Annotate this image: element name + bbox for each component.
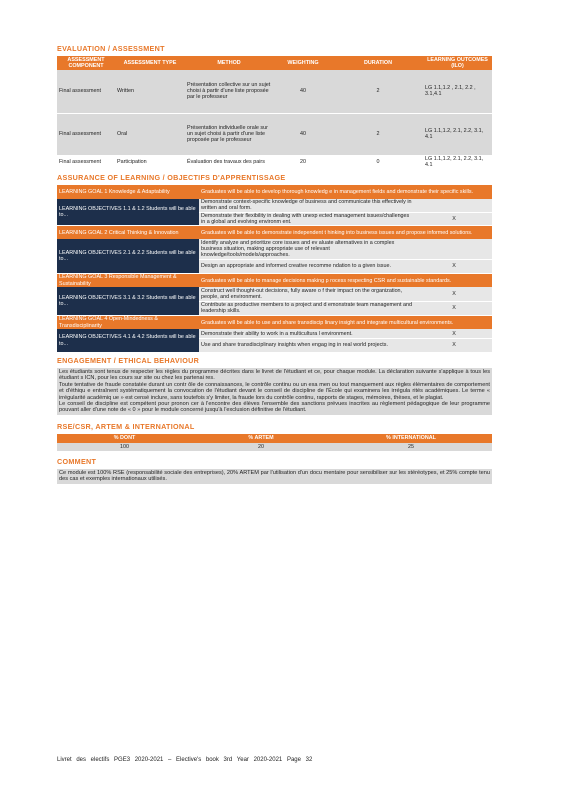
goal-label: LEARNING GOAL 2 Critical Thinking & Innovation [57, 225, 199, 239]
header-type: ASSESSMENT TYPE [115, 56, 185, 70]
objective-row [57, 287, 492, 301]
goal-row [57, 315, 492, 329]
goal-label: LEARNING GOAL 3 Responsible Management & Sustainability [57, 273, 199, 287]
ilo-cell: LG 1.1,1.2 , 2.1, 2.2 , 3.1,4.1 [423, 70, 492, 113]
weighting-cell: 40 [273, 70, 333, 113]
method-cell: Présentation collective sur un sujet choisi à partir d'une liste proposée par le professeur [185, 70, 273, 113]
objective-mark: X [416, 287, 492, 301]
rse-table [57, 434, 492, 451]
component-cell: Final assessment [57, 113, 115, 155]
evaluation-row [57, 155, 492, 169]
method-cell: Présentation individuelle orale sur un sujet choisi à partir d'une liste proposée par le professeur [185, 113, 273, 155]
objectives-label: LEARNING OBJECTIVES 2.1 & 2.2 Students will be able to... [57, 239, 199, 273]
goal-description: Graduates will be able to use and share transdiscip linary insight and integrate multicultural environments. [199, 315, 492, 329]
goal-label: LEARNING GOAL 1 Knowledge & Adaptability [57, 185, 199, 199]
objective-text: Identify analyze and prioritize core issues and ev aluate alternatives in a complex business situation, making appropriate use of relevant knowledge/tools/models/approaches. [199, 239, 416, 259]
engagement-paragraph: Les étudiants sont tenus de respecter les règles du programme décrites dans le livret de l'étudiant et ce, pour chaque module. La déclaration suivante s'applique à tous les étudiant s ICN, pour les cours sur site ou chez les partenai res. [59, 368, 490, 382]
evaluation-header-row [57, 56, 492, 70]
component-cell: Final assessment [57, 155, 115, 169]
rse-header-artem: % ARTEM [192, 434, 330, 443]
objective-row [57, 329, 492, 338]
type-cell: Participation [115, 155, 185, 169]
engagement-paragraph: Le conseil de discipline est compétent pour pronon cer à l'encontre des élèves l'ensemble des sanctions prévues inscrites au règlement pédagogique de leur programme pouvant aller d'une note de « 0 » pour le module concerné jusqu'à l'exclusion définitive de l'étudiant. [59, 400, 490, 414]
rse-title: RSE/CSR, ARTEM & INTERNATIONAL [57, 421, 195, 431]
objective-mark: X [416, 338, 492, 352]
objective-mark [416, 239, 492, 259]
objective-row [57, 199, 492, 212]
objective-mark: X [416, 329, 492, 338]
rse-header-international: % INTERNATIONAL [330, 434, 492, 443]
type-cell: Written [115, 70, 185, 113]
objective-text: Design an appropriate and informed creative recomme ndation to a given issue. [199, 259, 416, 273]
objective-mark: X [416, 259, 492, 273]
goal-row [57, 225, 492, 239]
duration-cell: 2 [333, 70, 423, 113]
ilo-cell: LG 1.1,1.2, 2.1, 2.2, 3.1, 4.1 [423, 113, 492, 155]
header-method: METHOD [185, 56, 273, 70]
objectives-label: LEARNING OBJECTIVES 3.1 & 3.2 Students will be able to... [57, 287, 199, 315]
ilo-cell: LG 1.1,1.2, 2.1, 2.2, 3.1, 4.1 [423, 155, 492, 169]
rse-value-artem: 20 [192, 443, 330, 451]
rse-value-dont: 100 [57, 443, 192, 451]
rse-header-row [57, 434, 492, 443]
duration-cell: 0 [333, 155, 423, 169]
goal-row [57, 185, 492, 199]
weighting-cell: 40 [273, 113, 333, 155]
goal-description: Graduates will be able to develop thorough knowledg e in management fields and demonstrate their specific skills. [199, 185, 492, 199]
evaluation-row [57, 70, 492, 113]
assurance-title: ASSURANCE OF LEARNING / OBJECTIFS D'APPRENTISSAGE [57, 173, 286, 182]
duration-cell: 2 [333, 113, 423, 155]
goal-label: LEARNING GOAL 4 Open-Mindedness & Transdisciplinarity [57, 315, 199, 329]
header-weighting: WEIGHTING [273, 56, 333, 70]
evaluation-table [57, 56, 492, 169]
objective-text: Construct well thought-out decisions, fully aware o f their impact on the organization, people, and environment. [199, 287, 416, 301]
type-cell: Oral [115, 113, 185, 155]
objective-text: Contribute as productive members to a project and d emonstrate team management and leadership skills. [199, 301, 416, 315]
objective-mark: X [416, 301, 492, 315]
evaluation-title: EVALUATION / ASSESSMENT [57, 44, 165, 53]
objective-mark: X [416, 212, 492, 225]
rse-header-dont: % DONT [57, 434, 192, 443]
objectives-label: LEARNING OBJECTIVES 1.1 & 1.2 Students will be able to... [57, 199, 199, 225]
learning-goals-table [57, 185, 492, 353]
objective-text: Use and share transdisciplinary insights when engag ing in real world projects. [199, 338, 416, 352]
objective-mark [416, 199, 492, 212]
rse-values-row [57, 443, 492, 451]
evaluation-row [57, 113, 492, 155]
goal-row [57, 273, 492, 287]
header-component: ASSESSMENT COMPONENT [57, 56, 115, 70]
method-cell: Évaluation des travaux des pairs [185, 155, 273, 169]
weighting-cell: 20 [273, 155, 333, 169]
page-footer: Livret des electifs PGE3 2020-2021 – Elective's book 3rd Year 2020-2021 Page 32 [57, 757, 313, 763]
goal-description: Graduates will be able to manage decisions making p rocess respecting CSR and sustainable standards. [199, 273, 492, 287]
objective-row [57, 239, 492, 259]
rse-value-international: 25 [330, 443, 492, 451]
objective-text: Demonstrate their flexibility in dealing with unexp ected management issues/challenges in a global and evolving environm ent. [199, 212, 416, 225]
engagement-paragraph: Toute tentative de fraude constatée durant un contr ôle de connaissances, le contrôle continu ou un exa men ou tout manquement aux règles élémentaires de comportement et d'éthiqu e entraînent systématiquement la convocation de l'étudiant devant le conseil de discipline de l'École qui examinera les irrégula rités académiques. Le terme « irrégularité académiq ue » est censé inclure, sans toutefois s'y limiter, la fraude lors du contrôle continu, rapports de stages, mémoires, thèses, et le plagiat. [59, 381, 490, 401]
header-duration: DURATION [333, 56, 423, 70]
engagement-title: ENGAGEMENT / ETHICAL BEHAVIOUR [57, 355, 200, 365]
goal-description: Graduates will be able to demonstrate independent t hinking into business issues and propose informed solutions. [199, 225, 492, 239]
engagement-text-block [57, 368, 492, 415]
header-ilo: LEARNING OUTCOMES (ILO) [423, 56, 492, 70]
component-cell: Final assessment [57, 70, 115, 113]
comment-text: Ce module est 100% RSE (responsabilité sociale des entreprises), 20% ARTEM par l'utilisation d'un docu mentaire pour sensibiliser sur les stéréotypes, et 25% compte tenu des cas et exemples internationaux utilisés. [59, 469, 490, 483]
objective-text: Demonstrate context-specific knowledge of business and communicate this effectively in written and oral form. [199, 199, 416, 212]
comment-title: COMMENT [57, 456, 97, 466]
objective-text: Demonstrate their ability to work in a multicultura l environment. [199, 329, 416, 338]
page-content [57, 44, 492, 484]
objectives-label: LEARNING OBJECTIVES 4.1 & 4.2 Students will be able to... [57, 329, 199, 352]
